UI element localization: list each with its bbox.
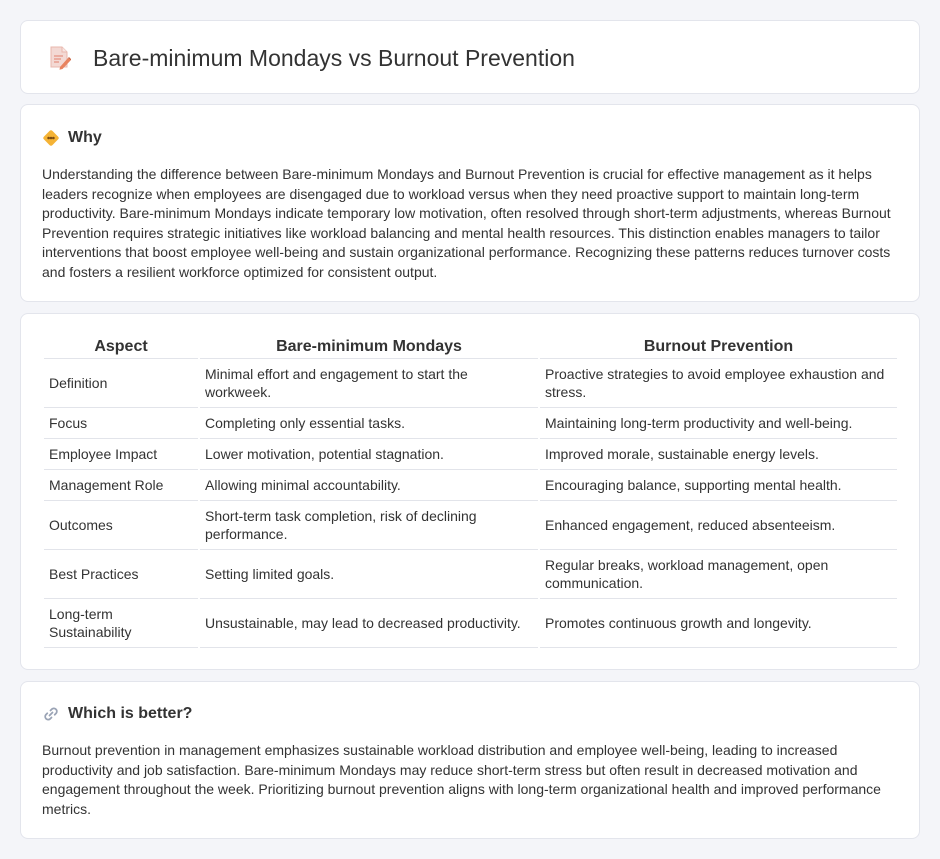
bare-minimum-cell: Completing only essential tasks. — [200, 408, 538, 439]
aspect-cell: Management Role — [44, 470, 198, 501]
bare-minimum-cell: Setting limited goals. — [200, 550, 538, 599]
header-card — [20, 20, 920, 94]
table-row — [44, 470, 897, 501]
table-row — [44, 501, 897, 550]
title-row — [49, 44, 575, 72]
aspect-cell: Best Practices — [44, 550, 198, 599]
comparison-card — [20, 313, 920, 670]
link-icon — [42, 705, 60, 723]
column-header-aspect: Aspect — [44, 335, 198, 359]
table-row — [44, 599, 897, 648]
burnout-prevention-cell: Proactive strategies to avoid employee exhaustion and stress. — [540, 359, 897, 408]
column-header-bare-minimum-mondays: Bare-minimum Mondays — [200, 335, 538, 359]
burnout-prevention-cell: Encouraging balance, supporting mental health. — [540, 470, 897, 501]
document-edit-icon — [49, 45, 71, 71]
comparison-table — [42, 335, 899, 648]
bare-minimum-cell: Lower motivation, potential stagnation. — [200, 439, 538, 470]
bare-minimum-cell: Short-term task completion, risk of declining performance. — [200, 501, 538, 550]
table-row — [44, 408, 897, 439]
better-heading: Which is better? — [68, 705, 193, 722]
burnout-prevention-cell: Enhanced engagement, reduced absenteeism. — [540, 501, 897, 550]
bare-minimum-cell: Unsustainable, may lead to decreased productivity. — [200, 599, 538, 648]
table-row — [44, 550, 897, 599]
why-card — [20, 104, 920, 302]
which-is-better-card — [20, 681, 920, 839]
column-header-burnout-prevention: Burnout Prevention — [540, 335, 897, 359]
burnout-prevention-cell: Regular breaks, workload management, open communication. — [540, 550, 897, 599]
aspect-cell: Employee Impact — [44, 439, 198, 470]
bare-minimum-cell: Allowing minimal accountability. — [200, 470, 538, 501]
page-title: Bare-minimum Mondays vs Burnout Prevention — [93, 45, 575, 71]
diamond-warning-icon — [42, 129, 60, 147]
why-heading-row — [42, 128, 102, 148]
table-header-row — [44, 335, 897, 359]
better-heading-row — [42, 704, 192, 724]
bare-minimum-cell: Minimal effort and engagement to start the workweek. — [200, 359, 538, 408]
why-paragraph: Understanding the difference between Bare-minimum Mondays and Burnout Prevention is crucial for effective management as it helps leaders recognize when employees are disengaged due to workload versus when they need proactive support to maintain long-term productivity. Bare-minimum Mondays indicate temporary low motivation, often resolved through short-term adjustments, whereas Burnout Prevention requires strategic initiatives like workload balancing and mental health resources. This distinction enables managers to tailor interventions that boost employee well-being and sustain organizational performance. Recognizing these patterns reduces turnover costs and fosters a resilient workforce optimized for consistent output. — [42, 166, 891, 280]
aspect-cell: Focus — [44, 408, 198, 439]
table-row — [44, 439, 897, 470]
table-row — [44, 359, 897, 408]
aspect-cell: Long-term Sustainability — [44, 599, 198, 648]
why-heading: Why — [68, 129, 102, 146]
burnout-prevention-cell: Improved morale, sustainable energy levels. — [540, 439, 897, 470]
burnout-prevention-cell: Promotes continuous growth and longevity. — [540, 599, 897, 648]
better-paragraph: Burnout prevention in management emphasizes sustainable workload distribution and employee well-being, leading to increased productivity and job satisfaction. Bare-minimum Mondays may reduce short-term stress but often result in decreased motivation and engagement throughout the week. Prioritizing burnout prevention aligns with long-term organizational health and improved performance metrics. — [42, 742, 881, 817]
aspect-cell: Outcomes — [44, 501, 198, 550]
burnout-prevention-cell: Maintaining long-term productivity and well-being. — [540, 408, 897, 439]
aspect-cell: Definition — [44, 359, 198, 408]
